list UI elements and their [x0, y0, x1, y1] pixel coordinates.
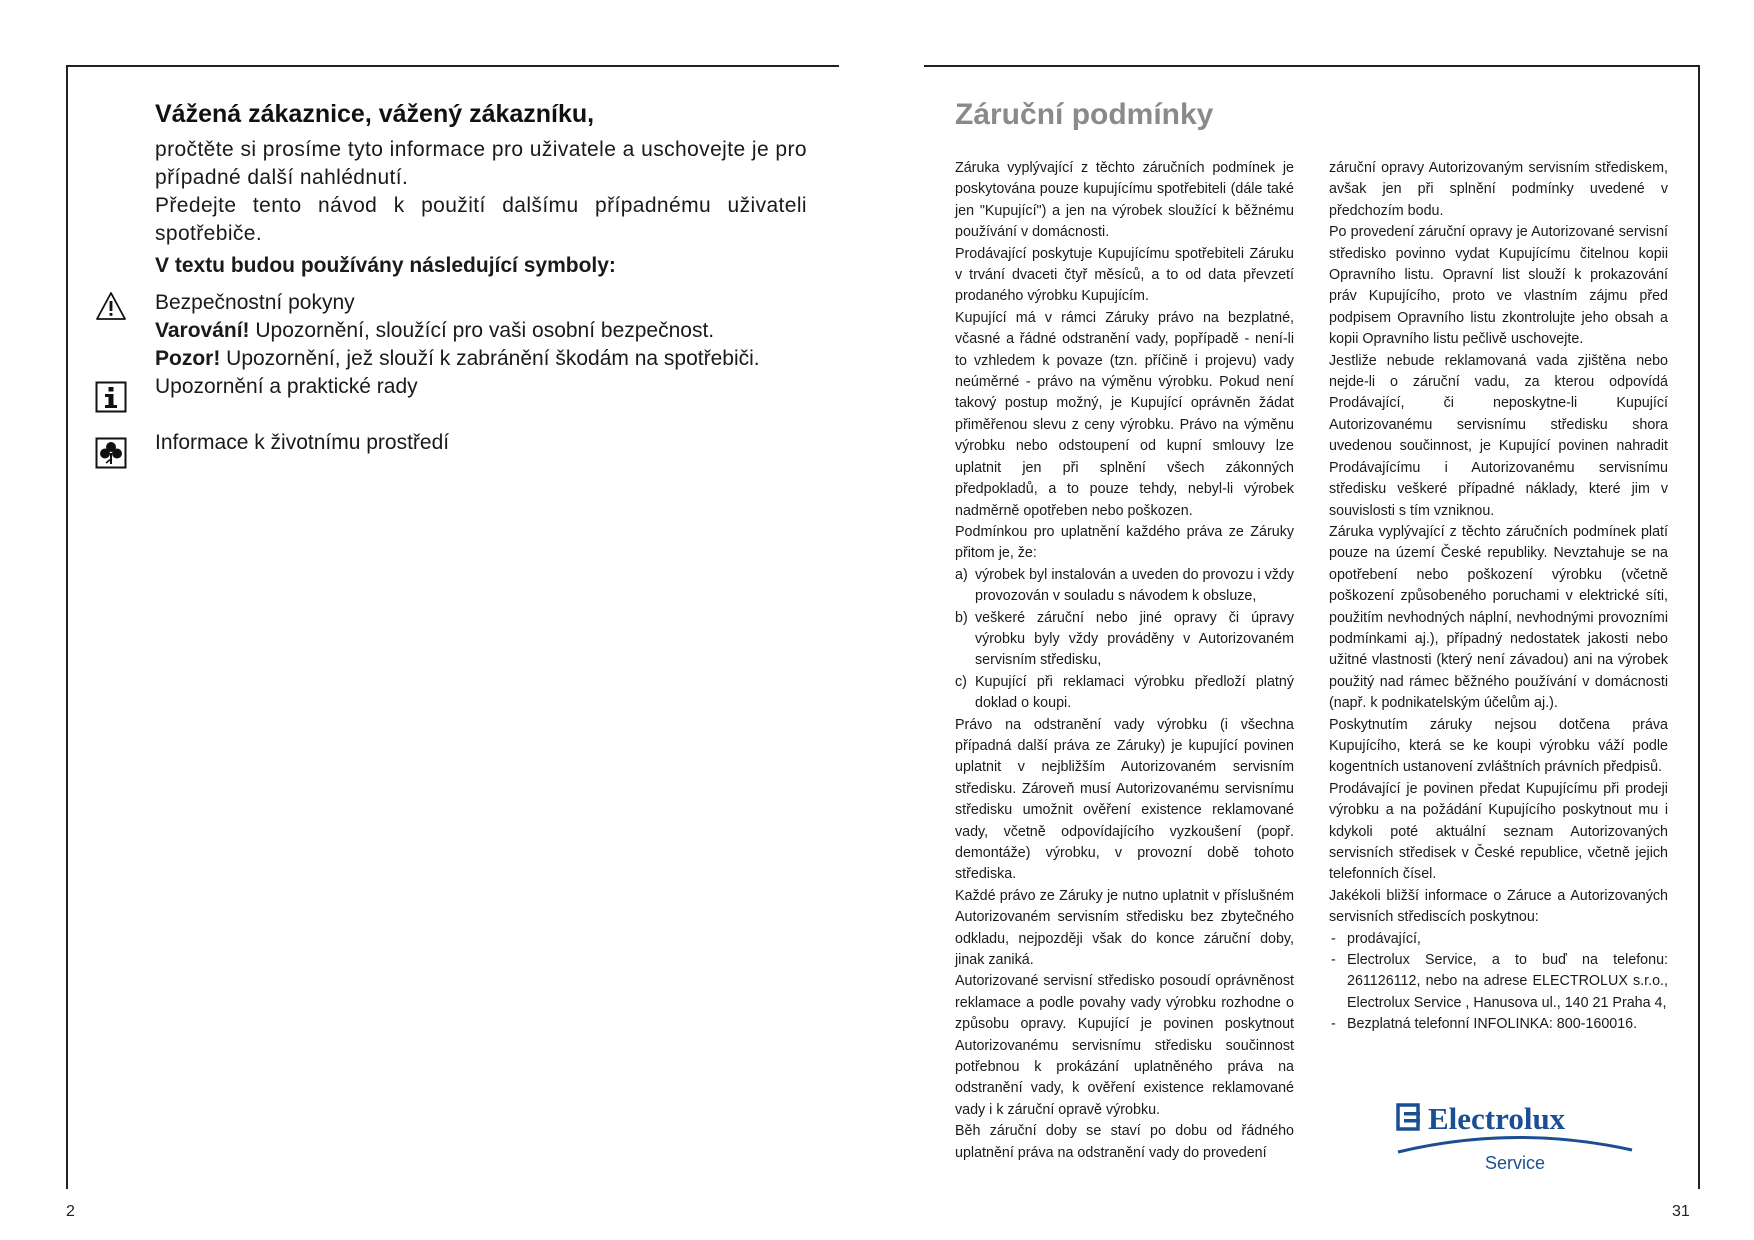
- warranty-paragraph: Jakékoli bližší informace o Záruce a Autorizovaných servisních střediscích poskytnou:: [1329, 887, 1668, 926]
- warranty-paragraph: Právo na odstranění vady výrobku (i všechna případná další práva ze Záruky) je kupující povinen uplatnit v nejbližším Autorizovaném servisním středisku. Zároveň musí Autorizovanému servisnímu středisku umožnit ověření existence reklamované vady, včetně odpovídajícího vyzkoušení (popř. demontáže) výrobku, v provozní době tohoto střediska.: [955, 716, 1294, 883]
- warranty-paragraph: Kupující má v rámci Záruky právo na bezplatné, včasné a řádné odstranění vady, popřípadě - není-li to vzhledem k povaze (tzn. příčině i projevu) vady neúměrné - právo na výměnu výrobku. Pokud není takový postup možný, je Kupující oprávněn žádat přiměřenou slevu z ceny výrobku. Právo na výměnu výrobku nebo odstoupení od kupní smlouvy lze uplatnit jen při splnění všech zákonných předpokladů, a to pouze tehdy, nebyl-li výrobek nadměrně opotřeben nebo poškozen.: [955, 309, 1294, 519]
- warranty-paragraph: Prodávající poskytuje Kupujícímu spotřebiteli Záruku v trvání dvaceti čtyř měsíců, a to od data převzetí prodaného výrobku Kupujícím.: [955, 245, 1294, 305]
- contact-list-item: [1329, 1014, 1668, 1035]
- warranty-title: Záruční podmínky: [955, 98, 1214, 131]
- list-item-text: Bezplatná telefonní INFOLINKA: 800-160016.: [1347, 1016, 1638, 1033]
- list-marker: a): [955, 566, 968, 583]
- warranty-paragraph: Běh záruční doby se staví po dobu od řádného uplatnění práva na odstranění vady do provedení: [955, 1123, 1294, 1161]
- warranty-paragraph: Prodávající je povinen předat Kupujícímu při prodeji výrobku a na požádání Kupujícího poskytnout mu i kdykoli poté aktuální seznam Autorizovaných servisních středisek v České republice, včetně jejich telefonních čísel.: [1329, 780, 1668, 883]
- environment-symbol-text: Informace k životnímu prostředí: [155, 431, 450, 454]
- caution-line: [155, 345, 807, 373]
- list-marker: c): [955, 673, 967, 690]
- caution-text: Upozornění, jež slouží k zabránění škodám na spotřebiči.: [220, 347, 760, 370]
- list-item-text: Electrolux Service, a to buď na telefonu: 261126112, nebo na adrese ELECTROLUX s.r.o., Electrolux Service , Hanusova ul., 140 21 Praha 4,: [1347, 952, 1668, 1011]
- logo-swoosh: [1398, 1137, 1632, 1152]
- info-symbol-text: Upozornění a praktické rady: [155, 375, 418, 398]
- greeting-heading: Vážená zákaznice, vážený zákazníku,: [155, 100, 595, 128]
- list-item-text: veškeré záruční nebo jiné opravy či úpravy výrobku byly vždy prováděny v Autorizovaném servisním středisku,: [975, 609, 1294, 669]
- warning-triangle-icon: [95, 290, 127, 322]
- condition-list-item: [955, 608, 1294, 672]
- warranty-paragraph: záruční opravy Autorizovaným servisním střediskem, avšak jen při splnění podmínky uvedené v předchozím bodu.: [1329, 160, 1668, 219]
- warranty-paragraph: Záruka vyplývající z těchto záručních podmínek je poskytována pouze kupujícímu spotřebiteli (dále také jen "Kupující") a jen na výrobek sloužící k běžnému používání v domácnosti.: [955, 160, 1294, 241]
- warranty-paragraph: Každé právo ze Záruky je nutno uplatnit v příslušném Autorizovaném servisním středisku bez zbytečného odkladu, nejpozději však do konce záruční doby, jinak zaniká.: [955, 887, 1294, 969]
- condition-list-item: [955, 565, 1294, 608]
- contact-list-item: [1329, 950, 1668, 1014]
- safety-title: Bezpečnostní pokyny: [155, 291, 355, 314]
- intro-paragraph: pročtěte si prosíme tyto informace pro uživatele a uschovejte je pro případné další nahlédnutí.: [155, 138, 807, 189]
- warning-label: Varování!: [155, 319, 250, 342]
- list-marker: b): [955, 609, 968, 626]
- intro-paragraph: Předejte tento návod k použití dalšímu případnému uživateli spotřebiče.: [155, 194, 807, 245]
- warranty-paragraph: Podmínkou pro uplatnění každého práva ze Záruky přitom je, že:: [955, 523, 1294, 562]
- list-marker: -: [1331, 952, 1336, 969]
- symbols-heading: V textu budou používány následující symboly:: [155, 254, 616, 277]
- warranty-column-1: [955, 158, 1294, 1164]
- logo-service-text: Service: [1484, 1153, 1546, 1173]
- list-marker: -: [1331, 1016, 1336, 1033]
- page-number-right: 31: [1672, 1203, 1690, 1220]
- condition-list-item: [955, 672, 1294, 715]
- contact-list-item: [1329, 929, 1668, 950]
- warranty-paragraph: Jestliže nebude reklamovaná vada zjištěna nebo nejde-li o záruční vadu, za kterou odpovídá Prodávající, či neposkytne-li Kupující Autorizovanému servisnímu středisku shora uvedenou součinnost, je Kupující povinen nahradit Prodávajícímu i Autorizovanému servisnímu středisku veškeré případné náklady, které jim v souvislosti s tím vzniknou.: [1329, 352, 1668, 519]
- electrolux-e-mark-icon: [1398, 1105, 1420, 1129]
- list-marker: -: [1331, 930, 1336, 947]
- list-item-text: výrobek byl instalován a uveden do provozu i vždy provozován v souladu s návodem k obsluze,: [975, 566, 1294, 605]
- intro-text: [155, 136, 807, 248]
- warranty-paragraph: Poskytnutím záruky nejsou dotčena práva Kupujícího, která se ke koupi výrobku váží podle kogentních ustanovení zvláštních právních předpisů.: [1329, 716, 1668, 776]
- logo-brand-text: Electrolux: [1428, 1101, 1566, 1136]
- caution-label: Pozor!: [155, 347, 221, 370]
- info-icon: [95, 381, 127, 413]
- warranty-paragraph: Po provedení záruční opravy je Autorizované servisní středisko povinno vydat Kupujícímu čitelnou kopii Opravního listu. Opravní list slouží k prokazování práv Kupujícího, proto ve vlastním zájmu před podpisem Opravního listu zkontrolujte jeho obsah a kopii Opravního listu pečlivě uschovejte.: [1329, 224, 1668, 348]
- warranty-column-2: [1329, 158, 1668, 1036]
- list-item-text: prodávající,: [1347, 930, 1421, 947]
- page-number-left: 2: [66, 1203, 75, 1220]
- warranty-paragraph: Autorizované servisní středisko posoudí oprávněnost reklamace a podle povahy vady výrobku rozhodne o způsobu opravy. Kupující je povinen poskytnout Autorizovanému servisnímu středisku součinnost potřebnou k prokázání uplatněného práva na odstranění vady, k ověření existence reklamované vady i k záruční opravě výrobku.: [955, 973, 1294, 1118]
- safety-symbol-text: [155, 289, 807, 373]
- warning-line: [155, 317, 807, 345]
- warning-text: Upozornění, sloužící pro vaši osobní bezpečnost.: [249, 319, 715, 342]
- environment-clover-icon: [95, 437, 127, 469]
- warranty-paragraph: Záruka vyplývající z těchto záručních podmínek platí pouze na území České republiky. Nevztahuje se na opotřebení nebo poškození výrobku (včetně poškození způsobeného poruchami v elektrické síti, použitím nevhodných náplní, nevhodnými provozními podmínkami aj.), případný nedostatek jakosti nebo užitné vlastnosti (který není závadou) ani na výrobek použitý nad rámec běžného používání v domácnosti (např. k podnikatelským účelům aj.).: [1329, 523, 1668, 712]
- list-item-text: Kupující při reklamaci výrobku předloží platný doklad o koupi.: [975, 673, 1294, 712]
- electrolux-service-logo: [1390, 1100, 1640, 1190]
